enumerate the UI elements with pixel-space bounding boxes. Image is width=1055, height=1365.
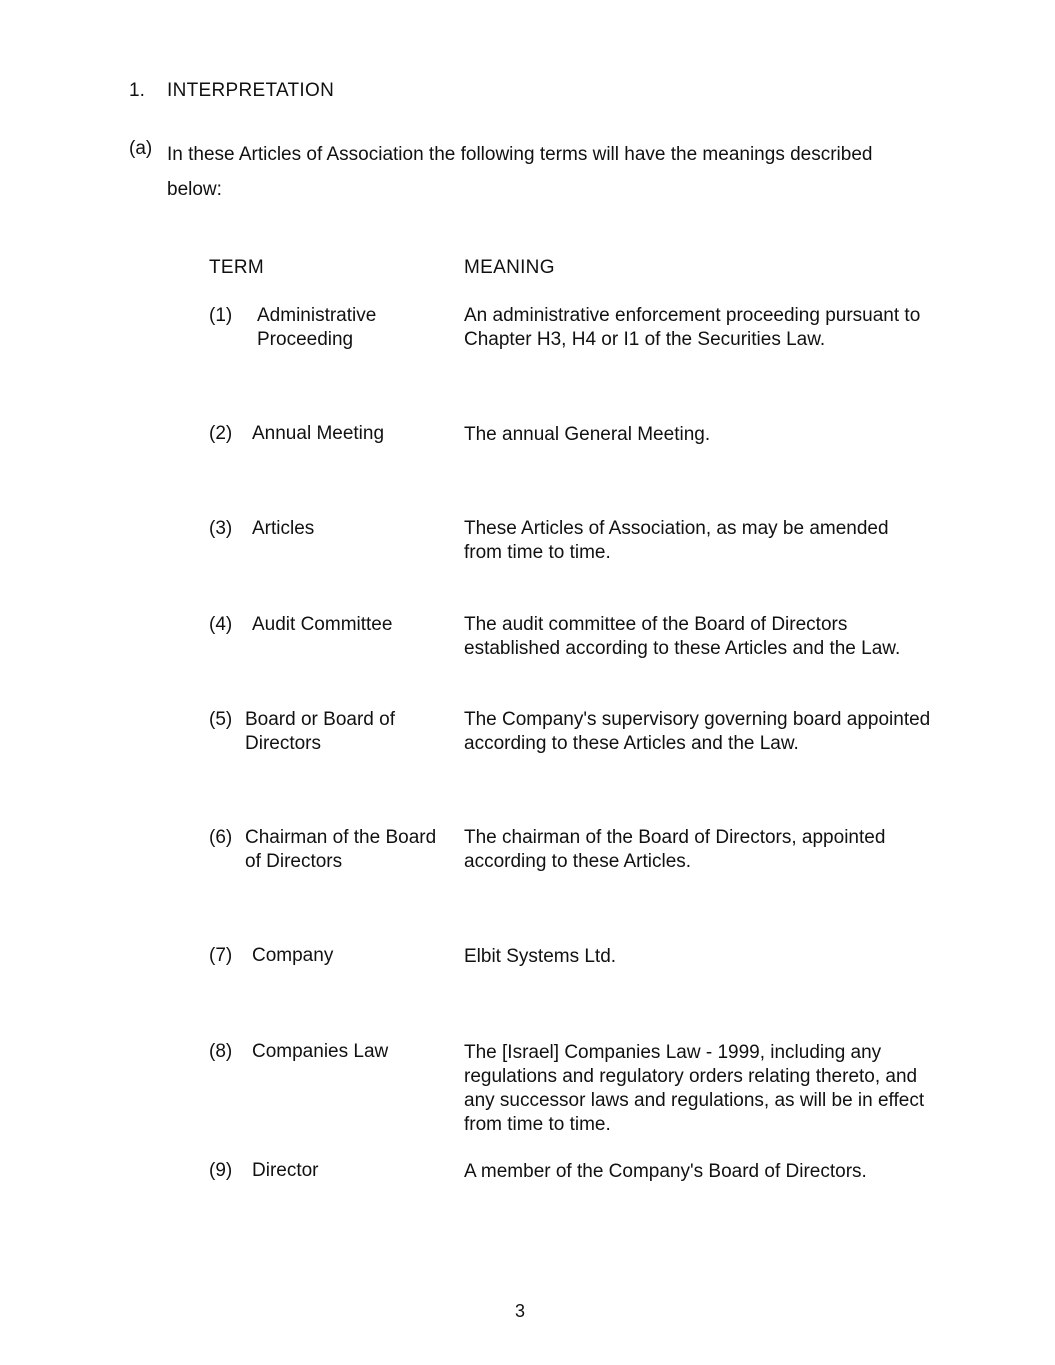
section-number: 1. [129, 80, 145, 101]
section-title: INTERPRETATION [167, 80, 335, 101]
definition-number: (5) [209, 709, 233, 730]
definition-term: Annual Meeting [252, 423, 385, 444]
definition-number: (6) [209, 827, 233, 848]
definition-number: (9) [209, 1160, 233, 1181]
definition-meaning: These Articles of Association, as may be amended from time to time. [464, 518, 889, 563]
definition-term: Company [252, 945, 334, 966]
definition-number: (3) [209, 518, 233, 539]
meaning-column-header: MEANING [464, 257, 555, 278]
definition-number: (4) [209, 614, 233, 635]
definition-meaning: The audit committee of the Board of Directors established according to these Articles and the Law. [464, 614, 901, 659]
definition-meaning: The chairman of the Board of Directors, appointed according to these Articles. [464, 827, 886, 872]
definition-number: (7) [209, 945, 233, 966]
definition-term: Articles [252, 518, 315, 539]
definition-number: (8) [209, 1041, 233, 1062]
paragraph-text: In these Articles of Association the following terms will have the meanings described below: [167, 144, 873, 200]
definition-term: Chairman of the Board of Directors [245, 827, 437, 872]
definition-meaning: An administrative enforcement proceeding pursuant to Chapter H3, H4 or I1 of the Securities Law. [464, 305, 921, 350]
definition-term: Board or Board of Directors [245, 709, 395, 754]
definition-term: Director [252, 1160, 319, 1181]
definition-number: (1) [209, 305, 233, 326]
definition-term: Audit Committee [252, 614, 393, 635]
definition-meaning: Elbit Systems Ltd. [464, 946, 617, 967]
definition-meaning: The Company's supervisory governing board appointed according to these Articles and the Law. [464, 709, 931, 754]
definition-number: (2) [209, 423, 233, 444]
definition-term: Administrative Proceeding [257, 305, 377, 350]
definition-meaning: The [Israel] Companies Law - 1999, including any regulations and regulatory orders relating thereto, and any successor laws and regulations, as will be in effect from time to time. [464, 1042, 925, 1135]
definition-meaning: A member of the Company's Board of Directors. [464, 1161, 867, 1182]
definition-term: Companies Law [252, 1041, 389, 1062]
definition-meaning: The annual General Meeting. [464, 424, 711, 445]
page-number: 3 [514, 1301, 525, 1321]
paragraph-label: (a) [129, 138, 153, 159]
term-column-header: TERM [209, 257, 265, 278]
